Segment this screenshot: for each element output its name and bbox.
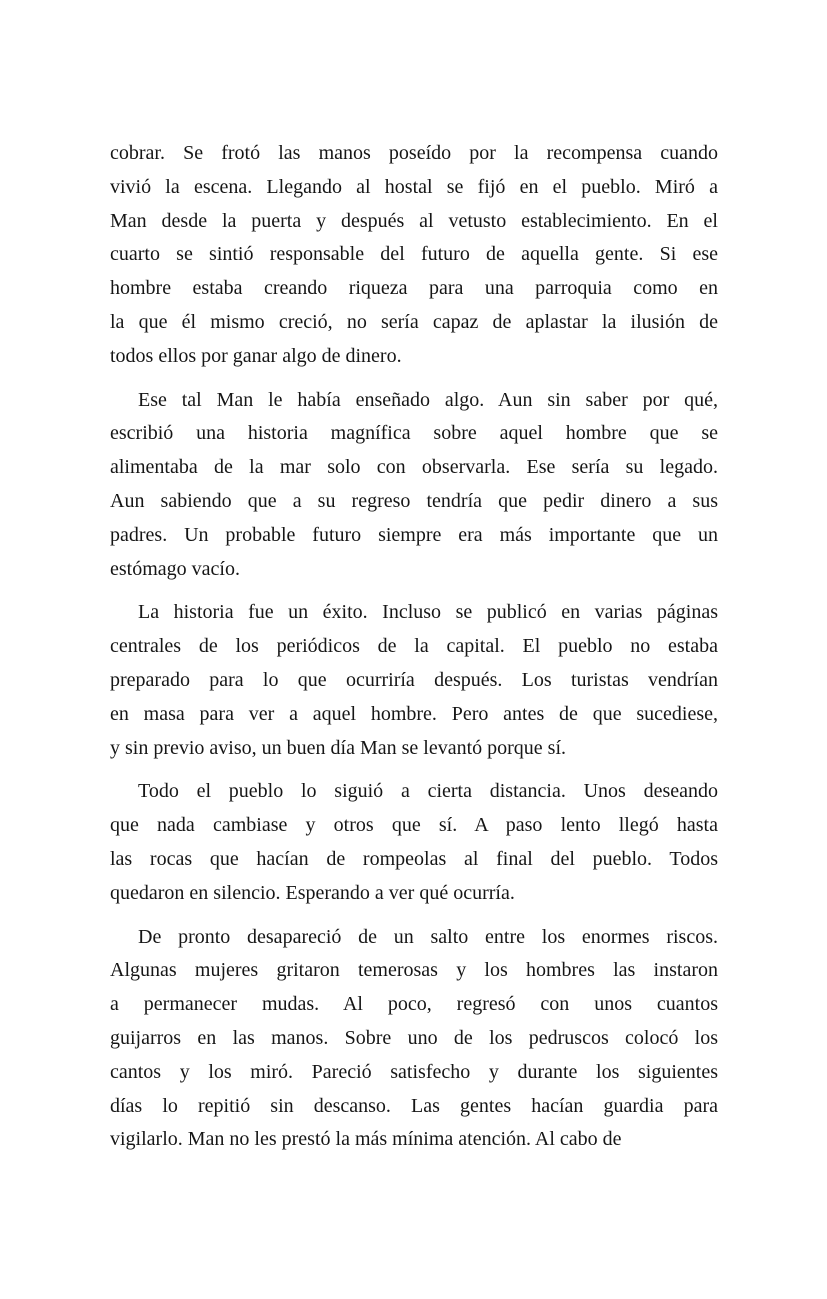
text-line: las rocas que hacían de rompeolas al final del pueblo. Todos xyxy=(110,847,718,870)
text-line: Todo el pueblo lo siguió a cierta distancia. Unos deseando xyxy=(138,780,718,803)
text-line: Ese tal Man le había enseñado algo. Aun sin saber por qué, xyxy=(138,388,718,411)
text-line: vigilarlo. Man no les prestó la más mínima atención. Al cabo de xyxy=(110,1128,622,1151)
paragraph xyxy=(110,137,718,374)
paragraph xyxy=(110,775,718,910)
text-line: cobrar. Se frotó las manos poseído por la recompensa cuando xyxy=(110,142,718,164)
text-line: todos ellos por ganar algo de dinero. xyxy=(110,344,402,367)
text-line: quedaron en silencio. Esperando a ver qué ocurría. xyxy=(110,881,515,904)
text-line: Man desde la puerta y después al vetusto establecimiento. En el xyxy=(110,209,718,232)
text-line: alimentaba de la mar solo con observarla. Ese sería su legado. xyxy=(110,456,718,479)
text-line: guijarros en las manos. Sobre uno de los pedruscos colocó los xyxy=(110,1026,718,1049)
text-line: días lo repitió sin descanso. Las gentes hacían guardia para xyxy=(110,1094,718,1117)
text-line: en masa para ver a aquel hombre. Pero antes de que sucediese, xyxy=(110,702,718,725)
text-line: cantos y los miró. Pareció satisfecho y durante los siguientes xyxy=(110,1060,718,1083)
text-line: que nada cambiase y otros que sí. A paso lento llegó hasta xyxy=(110,814,718,837)
text-line: cuarto se sintió responsable del futuro de aquella gente. Si ese xyxy=(110,243,718,266)
text-line: y sin previo aviso, un buen día Man se levantó porque sí. xyxy=(110,736,567,759)
text-line: hombre estaba creando riqueza para una parroquia como en xyxy=(110,277,718,300)
text-line: Algunas mujeres gritaron temerosas y los hombres las instaron xyxy=(110,959,718,982)
paragraph xyxy=(110,384,718,587)
text-line: vivió la escena. Llegando al hostal se fijó en el pueblo. Miró a xyxy=(110,175,718,198)
paragraph xyxy=(110,596,718,765)
text-line: De pronto desapareció de un salto entre los enormes riscos. xyxy=(138,925,718,948)
text-block xyxy=(110,137,718,1157)
text-line: Aun sabiendo que a su regreso tendría que pedir dinero a sus xyxy=(110,489,718,512)
text-line: padres. Un probable futuro siempre era más importante que un xyxy=(110,523,718,546)
text-line: estómago vacío. xyxy=(110,557,240,580)
text-line: La historia fue un éxito. Incluso se publicó en varias páginas xyxy=(138,601,718,624)
text-line: escribió una historia magnífica sobre aquel hombre que se xyxy=(110,422,718,445)
text-line: la que él mismo creció, no sería capaz de aplastar la ilusión de xyxy=(110,310,718,333)
text-line: preparado para lo que ocurriría después. Los turistas vendrían xyxy=(110,668,718,691)
text-line: a permanecer mudas. Al poco, regresó con unos cuantos xyxy=(110,993,718,1016)
paragraph xyxy=(110,921,718,1158)
text-line: centrales de los periódicos de la capital. El pueblo no estaba xyxy=(110,635,718,658)
